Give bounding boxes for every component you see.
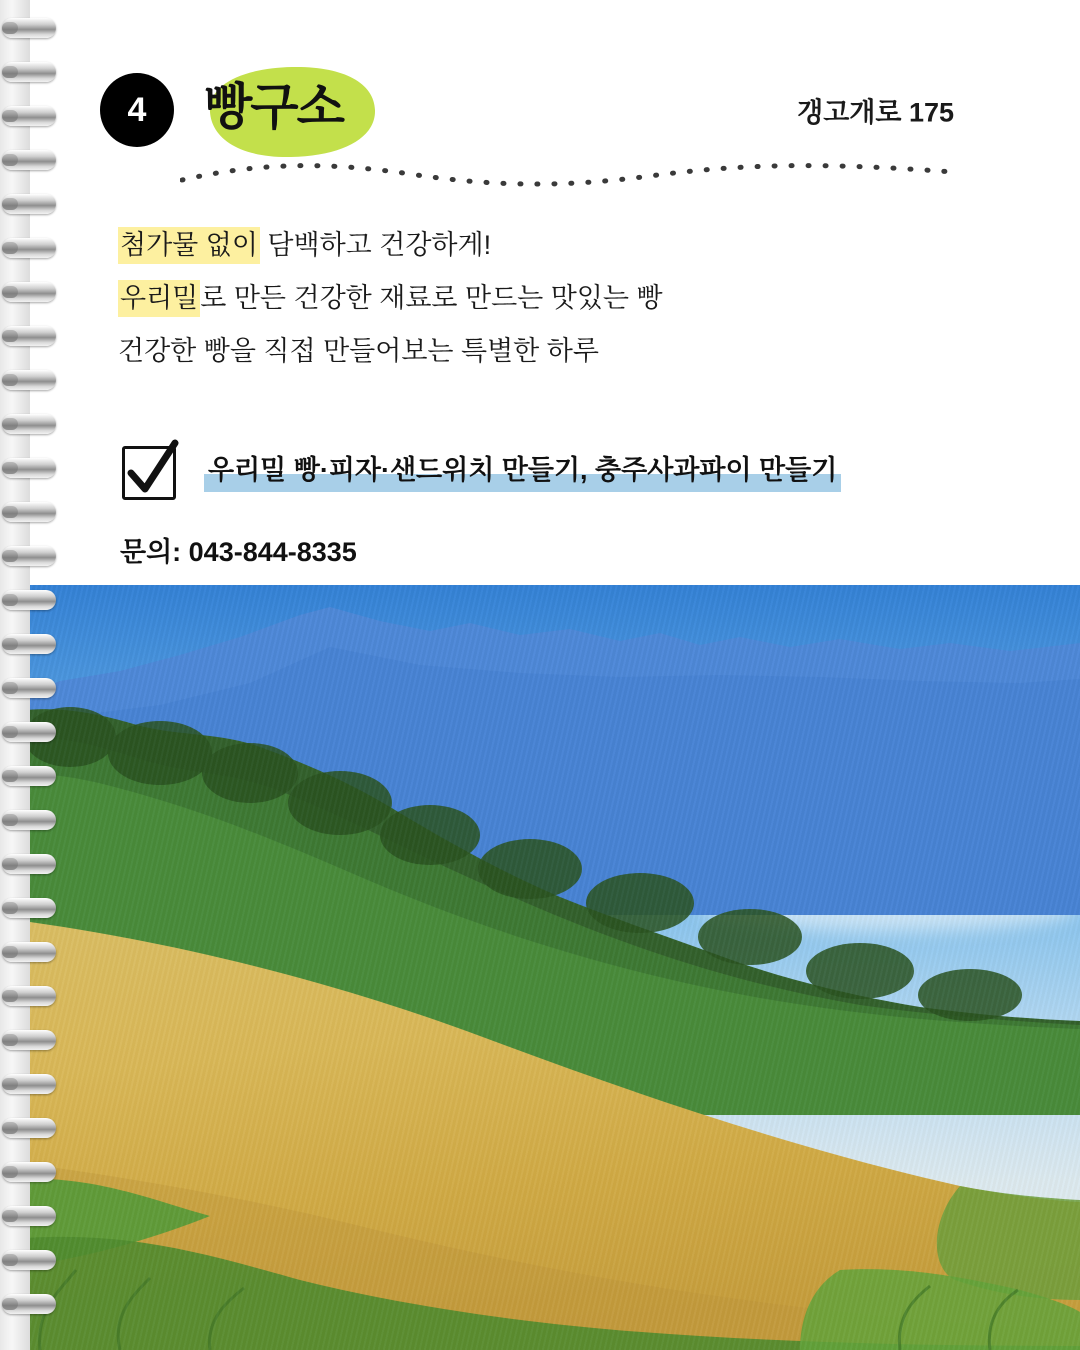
description-line-1 — [118, 232, 998, 259]
binding-ring — [2, 854, 56, 874]
binding-ring — [2, 1250, 56, 1270]
binding-ring — [2, 678, 56, 698]
shop-address: 갱고개로 175 — [797, 97, 954, 128]
binding-ring — [2, 722, 56, 742]
binding-ring — [2, 1206, 56, 1226]
description-line-1-rest: 담백하고 건강하게! — [259, 230, 492, 260]
binding-ring — [2, 1162, 56, 1182]
spiral-binding — [0, 0, 58, 1350]
description-line-3: 건강한 빵을 직접 만들어보는 특별한 하루 — [118, 336, 599, 366]
description-block — [118, 232, 998, 391]
description-line-2-highlight: 우리밀 — [118, 280, 200, 317]
wavy-divider — [180, 160, 955, 190]
check-icon — [121, 437, 183, 503]
program-item — [122, 446, 841, 500]
contact-phone: 문의: 043-844-8335 — [120, 537, 357, 567]
page-header — [92, 48, 1012, 158]
checkbox[interactable] — [122, 446, 176, 500]
binding-ring — [2, 1030, 56, 1050]
shop-name: 빵구소 — [204, 79, 343, 135]
program-label: 우리밀 빵·피자·샌드위치 만들기, 충주사과파이 만들기 — [204, 454, 841, 492]
binding-ring — [2, 546, 56, 566]
binding-ring — [2, 282, 56, 302]
scenery-photo — [0, 585, 1080, 1350]
binding-ring — [2, 766, 56, 786]
page-number-badge: 4 — [100, 73, 174, 147]
description-line-2-rest: 로 만든 건강한 재료로 만드는 맛있는 빵 — [200, 283, 663, 313]
binding-ring — [2, 942, 56, 962]
binding-ring — [2, 810, 56, 830]
binding-ring — [2, 326, 56, 346]
binding-ring — [2, 62, 56, 82]
binding-ring — [2, 370, 56, 390]
binding-ring — [2, 106, 56, 126]
binding-ring — [2, 986, 56, 1006]
binding-ring — [2, 634, 56, 654]
foreground-grass — [0, 1120, 1080, 1350]
binding-ring — [2, 590, 56, 610]
binding-ring — [2, 238, 56, 258]
binding-ring — [2, 458, 56, 478]
binding-ring — [2, 502, 56, 522]
binding-ring — [2, 194, 56, 214]
description-line-2 — [118, 285, 998, 312]
binding-ring — [2, 414, 56, 434]
binding-ring — [2, 18, 56, 38]
binding-ring — [2, 1294, 56, 1314]
binding-ring — [2, 150, 56, 170]
binding-ring — [2, 1118, 56, 1138]
binding-ring — [2, 1074, 56, 1094]
binding-ring — [2, 898, 56, 918]
description-line-1-highlight: 첨가물 없이 — [118, 227, 260, 264]
